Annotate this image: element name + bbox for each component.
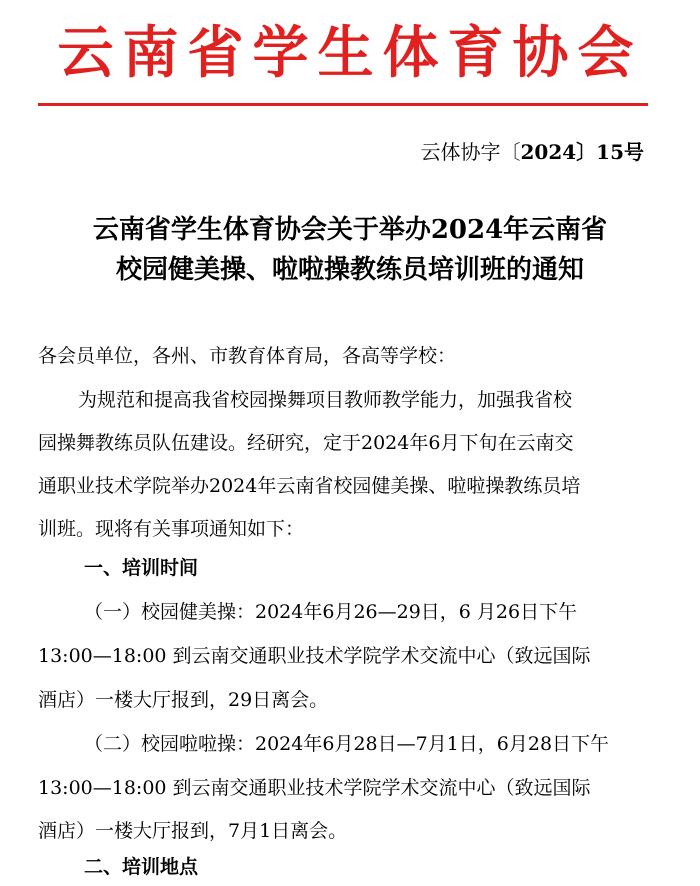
item-2-line: 酒店）一楼大厅报到，7月1日离会。 — [38, 820, 348, 842]
intro-line: 训班。现将有关事项通知如下： — [38, 518, 305, 540]
title-line-1: 云南省学生体育协会关于举办2024年云南省 — [92, 215, 608, 245]
intro-line: 通职业技术学院举办2024年云南省校园健美操、啦啦操教练员培 — [38, 475, 581, 497]
doc-number-suffix: 〕15号 — [576, 140, 644, 164]
item-1-line: 13:00—18:00 到云南交通职业技术学院学术交流中心（致远国际 — [38, 645, 591, 667]
doc-number-year: 2024 — [520, 140, 577, 164]
item-1-line: （一）校园健美操：2024年6月26—29日，6 月26日下午 — [84, 601, 578, 623]
section-heading-training-location: 二、培训地点 — [84, 856, 199, 878]
item-2-line: 13:00—18:00 到云南交通职业技术学院学术交流中心（致远国际 — [38, 777, 591, 799]
item-2-line: （二）校园啦啦操：2024年6月28日—7月1日，6月28日下午 — [84, 733, 610, 755]
masthead-org-name: 云南省学生体育协会 — [57, 20, 643, 86]
intro-line: 为规范和提高我省校园操舞项目教师教学能力，加强我省校 — [78, 389, 573, 411]
item-1-line: 酒店）一楼大厅报到，29日离会。 — [38, 689, 329, 711]
intro-line: 园操舞教练员队伍建设。经研究，定于2024年6月下旬在云南交 — [38, 432, 574, 454]
document-title — [0, 210, 700, 290]
salutation: 各会员单位，各州、市教育体育局，各高等学校： — [38, 345, 457, 367]
document-number — [420, 138, 644, 166]
section-heading-training-time: 一、培训时间 — [84, 557, 199, 579]
title-line-2: 校园健美操、啦啦操教练员培训班的通知 — [115, 255, 584, 285]
masthead-red-line — [38, 103, 648, 106]
doc-number-prefix: 云体协字〔 — [420, 140, 521, 164]
